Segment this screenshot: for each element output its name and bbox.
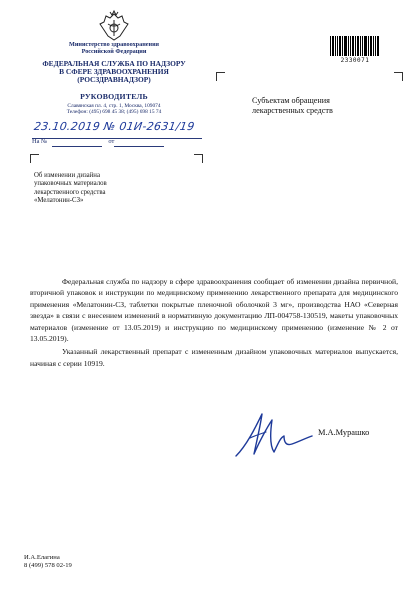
executor-block [24,554,72,570]
agency-address [20,104,208,116]
subject-line-4: «Мелатонин-СЗ» [34,197,84,205]
body-paragraph-2: Указанный лекарственный препарат с измененным дизайном упаковочных материалов выпускается, начиная с серии 10919. [30,347,398,368]
reference-number-line [52,146,102,147]
subject-block [34,172,184,206]
registration-date-number: 23.10.2019 № 01И-2631/19 [33,120,196,133]
ot-label: от [108,138,115,145]
agency-line-3: (РОСЗДРАВНАДЗОР) [77,74,151,84]
subject-line-1: Об изменении дизайна [34,172,100,179]
corner-mark [216,72,225,81]
ministry-line-2: Российской Федерации [81,47,147,55]
na-label: На № [32,138,48,145]
agency-line-2: В СФЕРЕ ЗДРАВООХРАНЕНИЯ [59,66,169,76]
corner-mark [194,154,203,163]
subject-line-3: лекарственного средства [34,188,106,196]
recipient-block [252,96,382,117]
ministry-name [20,42,208,55]
recipient-line-2: лекарственных средств [252,106,333,116]
handwritten-signature [232,408,316,464]
body-paragraph-1: Федеральная служба по надзору в сфере здравоохранения сообщает об изменении дизайна первичной, вторичной упаковок и инструкции по медицинскому применению лекарственного препарата для медицинского применения «Мелатонин-СЗ, таблетки покрытые пленочной оболочкой 3 мг», производства НАО «Северная звезда» в связи с внесением изменений в нормативную документацию ЛП-004758-130519, макеты упаковочных материалов (изменение от 13.05.2019) и инструкцию по медицинскому применению (изменение № 2 от 13.05.2019). [30,277,398,343]
executor-name: И.А.Елагина [24,554,60,561]
corner-mark [30,154,39,163]
executor-phone: 8 (499) 578 02-19 [24,562,72,570]
address-line-1: Славянская пл. 4, стр. 1, Москва, 109074 [67,103,161,109]
agency-name [20,60,208,84]
reference-row [32,138,114,145]
emblem-icon [96,8,132,44]
signatory-name: М.А.Мурашко [318,428,370,437]
corner-mark [394,72,403,81]
letter-body [30,276,398,369]
barcode-number: 2330071 [340,57,370,64]
barcode-icon [330,36,380,56]
position-title: РУКОВОДИТЕЛЬ [80,92,148,101]
subject-line-2: упаковочных материалов [34,180,107,188]
agency-line-1: ФЕДЕРАЛЬНАЯ СЛУЖБА ПО НАДЗОРУ [42,59,186,68]
address-line-2: Телефон: (495) 698 45 38; (495) 698 15 74 [66,108,162,115]
recipient-line-1: Субъектам обращения [252,96,330,105]
ministry-line-1: Министерство здравоохранения [68,41,160,48]
reference-date-line [114,146,164,147]
